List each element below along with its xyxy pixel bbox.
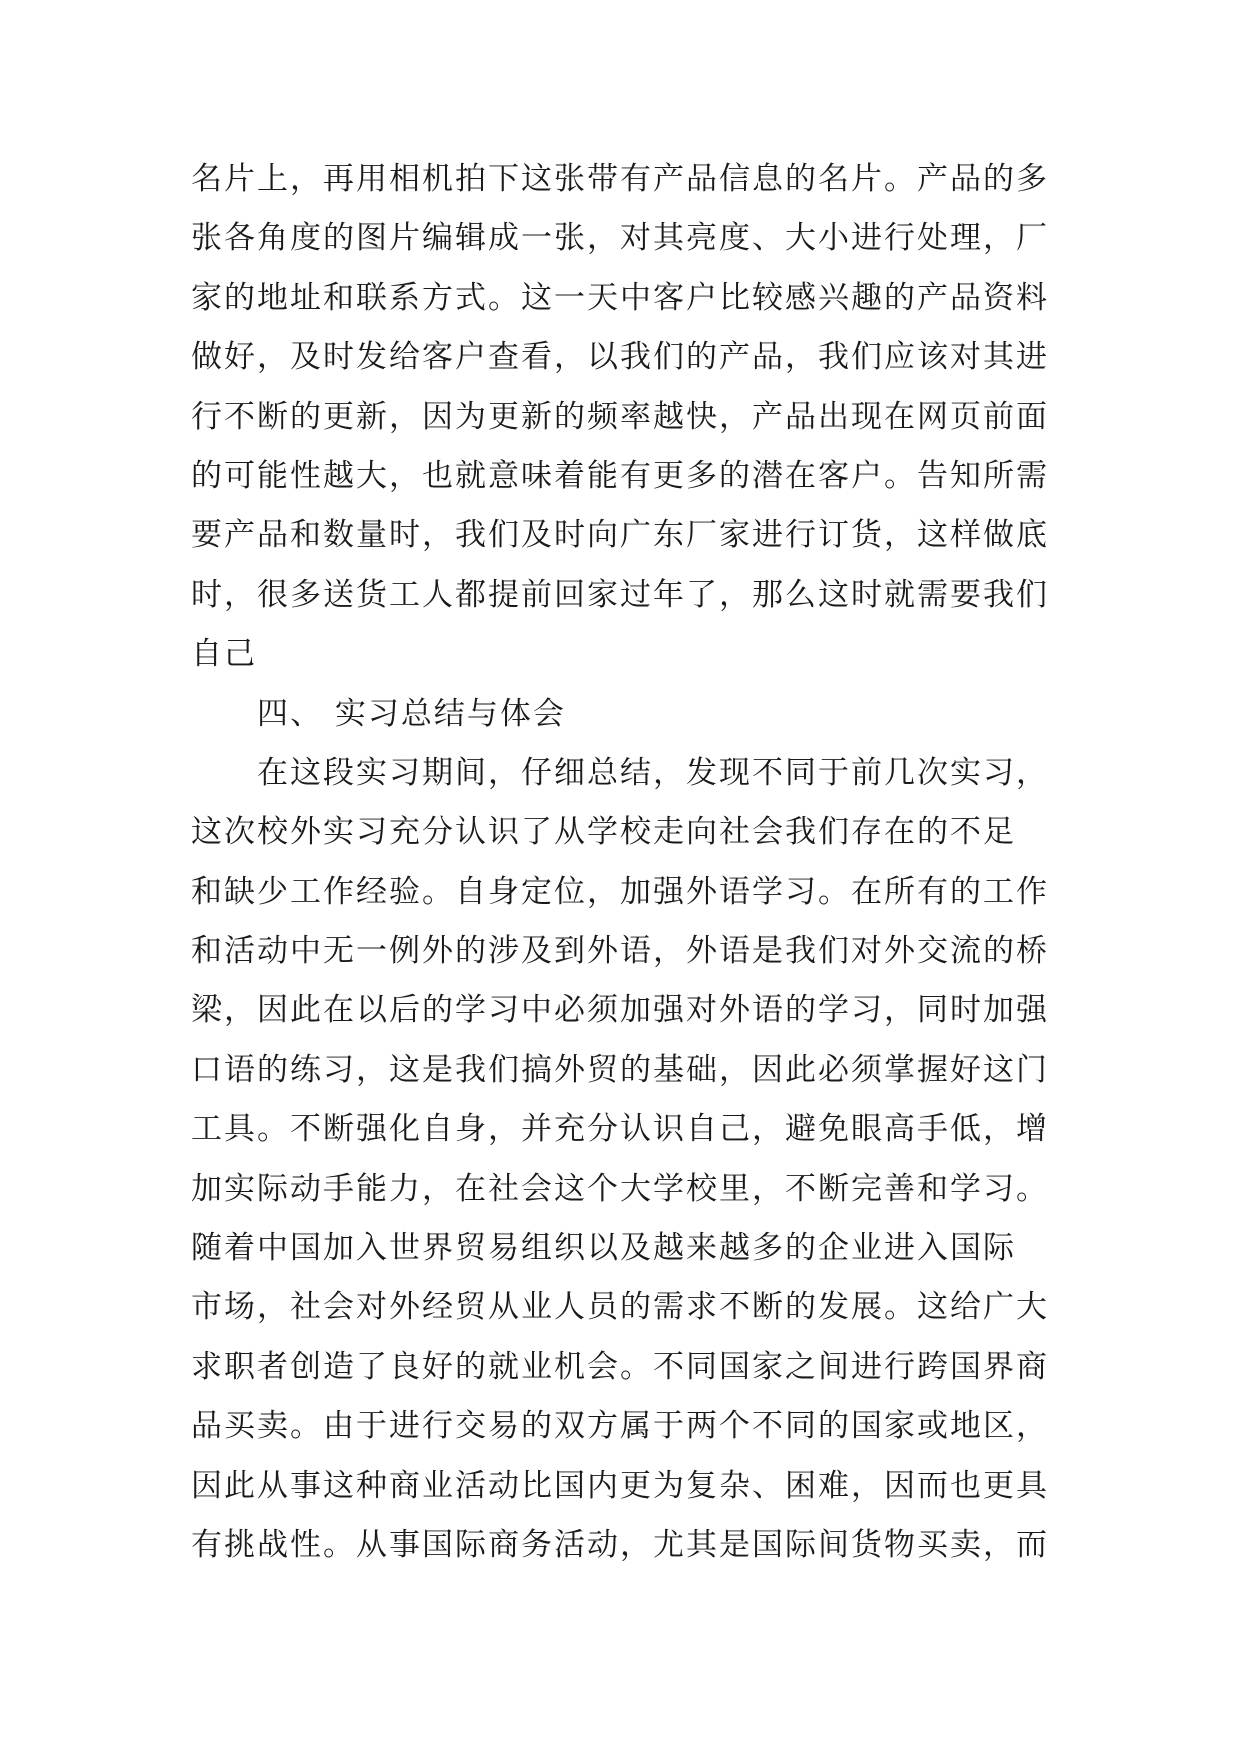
- text-line: 这次校外实习充分认识了从学校走向社会我们存在的不足: [191, 814, 1016, 851]
- text-line: 的可能性越大，也就意味着能有更多的潜在客户。告知所需: [191, 457, 1049, 494]
- text-line: 工具。不断强化自身，并充分认识自己，避免眼高手低，增: [191, 1111, 1049, 1148]
- text-line: 要产品和数量时，我们及时向广东厂家进行订货，这样做底: [191, 517, 1049, 554]
- text-line: 品买卖。由于进行交易的双方属于两个不同的国家或地区，: [191, 1408, 1049, 1445]
- text-line: 名片上，再用相机拍下这张带有产品信息的名片。产品的多: [191, 161, 1049, 197]
- text-line: 加实际动手能力，在社会这个大学校里，不断完善和学习。: [191, 1170, 1049, 1207]
- body-text: [191, 150, 1071, 1575]
- section-heading: 四、 实习总结与体会: [257, 695, 566, 732]
- text-line: 时，很多送货工人都提前回家过年了，那么这时就需要我们: [191, 576, 1049, 613]
- text-line: 市场，社会对外经贸从业人员的需求不断的发展。这给广大: [191, 1289, 1049, 1326]
- text-line: 家的地址和联系方式。这一天中客户比较感兴趣的产品资料: [191, 279, 1049, 316]
- text-line: 自己: [191, 636, 257, 673]
- text-line: 做好，及时发给客户查看，以我们的产品，我们应该对其进: [191, 339, 1049, 376]
- text-line: 在这段实习期间，仔细总结，发现不同于前几次实习，: [257, 754, 1049, 791]
- text-line: 和缺少工作经验。自身定位，加强外语学习。在所有的工作: [191, 873, 1049, 910]
- text-line: 张各角度的图片编辑成一张，对其亮度、大小进行处理，厂: [191, 220, 1049, 257]
- text-line: 求职者创造了良好的就业机会。不同国家之间进行跨国界商: [191, 1348, 1049, 1385]
- text-line: 因此从事这种商业活动比国内更为复杂、困难，因而也更具: [191, 1467, 1049, 1504]
- text-line: 有挑战性。从事国际商务活动，尤其是国际间货物买卖，而: [191, 1526, 1049, 1563]
- text-line: 随着中国加入世界贸易组织以及越来越多的企业进入国际: [191, 1230, 1016, 1267]
- text-line: 行不断的更新，因为更新的频率越快，产品出现在网页前面: [191, 398, 1049, 435]
- text-line: 和活动中无一例外的涉及到外语，外语是我们对外交流的桥: [191, 933, 1049, 970]
- text-line: 口语的练习，这是我们搞外贸的基础，因此必须掌握好这门: [191, 1051, 1049, 1088]
- text-line: 梁，因此在以后的学习中必须加强对外语的学习，同时加强: [191, 992, 1049, 1029]
